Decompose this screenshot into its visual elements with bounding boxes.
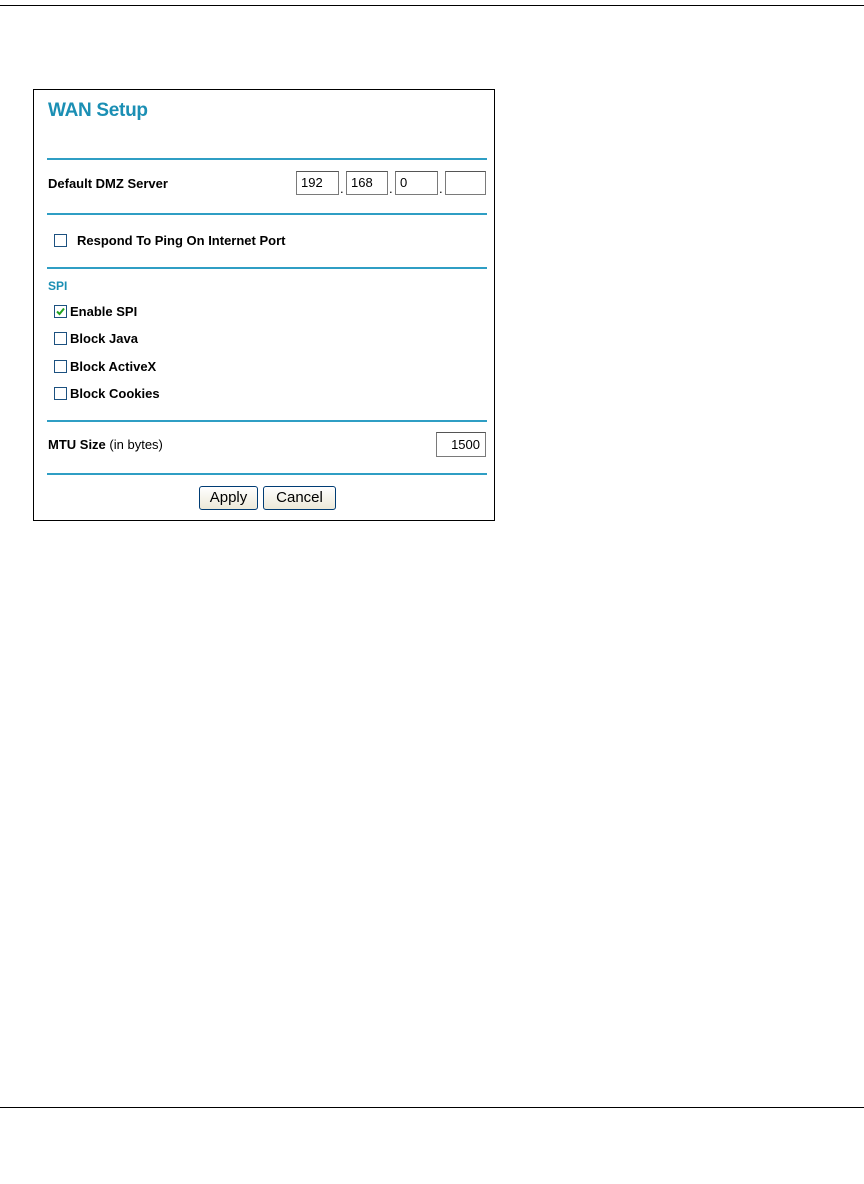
block-cookies-checkbox[interactable] [54,387,67,400]
section-divider [47,158,487,160]
respond-ping-checkbox[interactable] [54,234,67,247]
block-java-checkbox[interactable] [54,332,67,345]
checkmark-icon [55,306,66,317]
page-title: WAN Setup [48,100,148,121]
enable-spi-checkbox[interactable] [54,305,67,318]
ip-dot-separator: . [340,181,344,196]
cancel-button[interactable]: Cancel [263,486,336,510]
mtu-size-label [48,437,163,452]
mtu-size-title: MTU Size [48,437,106,452]
block-cookies-label: Block Cookies [70,386,160,401]
apply-button[interactable]: Apply [199,486,258,510]
block-activex-label: Block ActiveX [70,359,157,374]
page-top-rule [0,5,864,6]
ip-dot-separator: . [439,181,443,196]
mtu-unit-label: (in bytes) [109,437,163,452]
block-java-label: Block Java [70,331,138,346]
section-divider [47,267,487,269]
dmz-ip-octet-2[interactable]: 168 [346,171,388,195]
wan-setup-panel [33,89,495,521]
section-divider [47,473,487,475]
ip-dot-separator: . [389,181,393,196]
block-activex-checkbox[interactable] [54,360,67,373]
dmz-server-label: Default DMZ Server [48,176,168,191]
dmz-ip-octet-3[interactable]: 0 [395,171,438,195]
spi-heading: SPI [48,279,68,293]
enable-spi-label: Enable SPI [70,304,138,319]
dmz-ip-octet-4[interactable] [445,171,486,195]
section-divider [47,213,487,215]
section-divider [47,420,487,422]
respond-ping-label: Respond To Ping On Internet Port [77,233,286,248]
mtu-size-input[interactable]: 1500 [436,432,486,457]
dmz-ip-octet-1[interactable]: 192 [296,171,339,195]
page-bottom-rule [0,1107,864,1108]
